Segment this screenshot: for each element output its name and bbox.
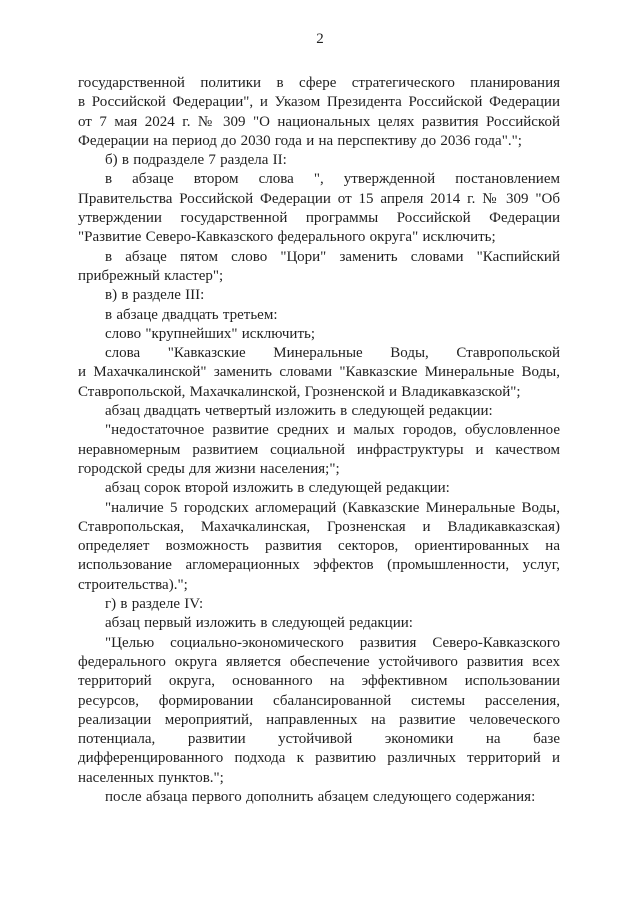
paragraph: в абзаце пятом слово "Цори" заменить словами "Каспийский прибрежный кластер"; — [78, 248, 560, 284]
paragraph: абзац двадцать четвертый изложить в следующей редакции: — [105, 403, 493, 420]
paragraph: в абзаце втором слова ", утвержденной постановлением Правительства Российской Федерации от 15 апреля 2014 г. № 309 "Об утверждении государственной программы Российской Федерации "Развитие Северо-Кавказского федерального округа" исключить; — [78, 171, 560, 246]
paragraph: "наличие 5 городских агломераций (Кавказские Минеральные Воды, Ставропольская, Махачкалинская, Грозненская и Владикавказская) определяет возможность развития секторов, ориентированных на использование агломерационных эффектов (промышленности, услуг, строительства)."; — [78, 499, 560, 593]
paragraph: государственной политики в сфере стратегического планирования в Российской Федерации", и Указом Президента Российской Федерации от 7 мая 2024 г. № 309 "О национальных целях развития Российской Федерации на период до 2030 года и на перспективу до 2036 года"."; — [78, 75, 560, 149]
paragraph: абзац первый изложить в следующей редакции: — [105, 615, 413, 632]
paragraph: слово "крупнейших" исключить; — [105, 325, 316, 342]
paragraph: "недостаточное развитие средних и малых городов, обусловленное неравномерным развитием социальной инфраструктуры и качеством городской среды для жизни населения;"; — [78, 422, 560, 477]
paragraph: абзац сорок второй изложить в следующей редакции: — [105, 480, 450, 497]
paragraph: в абзаце двадцать третьем: — [105, 306, 278, 323]
paragraph: г) в разделе IV: — [105, 596, 204, 613]
paragraph: в) в разделе III: — [105, 287, 205, 304]
paragraph: б) в подразделе 7 раздела II: — [105, 152, 287, 169]
paragraph: после абзаца первого дополнить абзацем следующего содержания: — [105, 788, 536, 805]
page-number: 2 — [316, 31, 324, 47]
paragraph: слова "Кавказские Минеральные Воды, Ставропольской и Махачкалинской" заменить словами "Кавказские Минеральные Воды, Ставропольской, Махачкалинской, Грозненской и Владикавказской"; — [78, 345, 560, 400]
paragraph: "Целью социально-экономического развития Северо-Кавказского федерального округа является обеспечение устойчивого развития всех территорий округа, основанного на эффективном использовании ресурсов, формировании сбалансированной системы расселения, реализации мероприятий, направленных на развитие человеческого потенциала, развитии устойчивой экономики на базе дифференцированного подхода к развитию различных территорий и населенных пунктов."; — [78, 634, 560, 786]
document-body — [78, 74, 560, 807]
